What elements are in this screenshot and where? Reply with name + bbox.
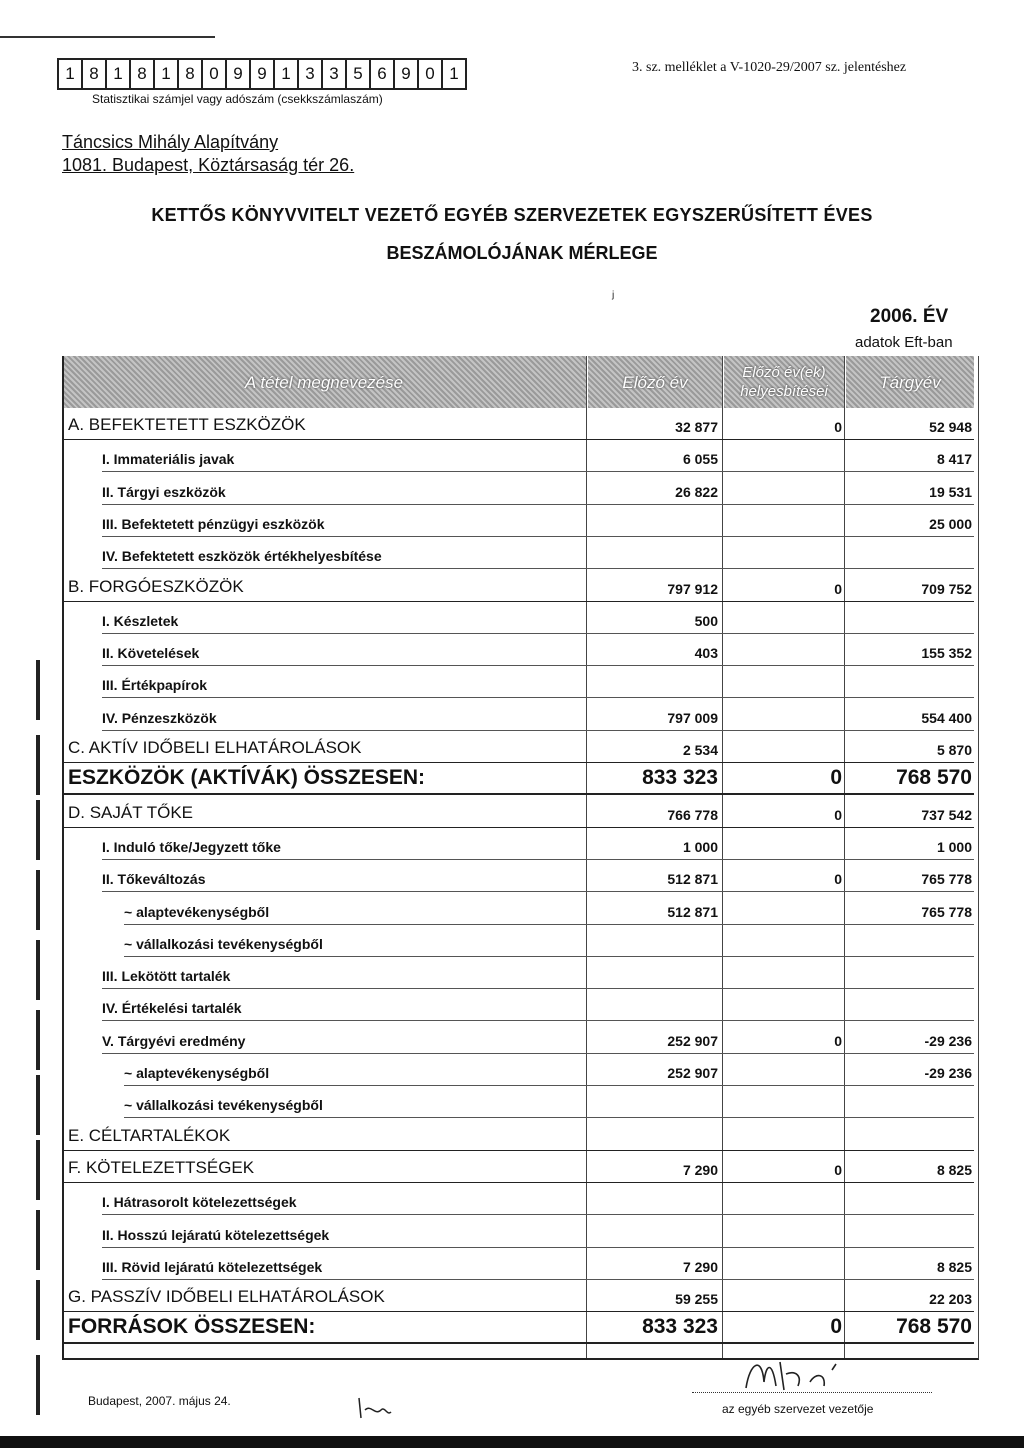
tax-digit-box: 0 [419, 60, 443, 88]
cell-prev: 7 290 [682, 1161, 718, 1178]
binding-mark [36, 735, 40, 795]
binding-mark [36, 940, 40, 1000]
cell-curr: 52 948 [929, 419, 972, 435]
report-year: 2006. ÉV [870, 306, 949, 327]
row-label: ~ vállalkozási tevékenységből [124, 1097, 323, 1114]
binding-mark [36, 1140, 40, 1200]
row-label: E. CÉLTARTALÉKOK [68, 1125, 231, 1145]
column-header-curr: Tárgyév [846, 356, 974, 408]
unit-note: adatok Eft-ban [855, 334, 953, 351]
cell-curr: 765 778 [921, 871, 972, 888]
row-label: II. Tőkeváltozás [102, 871, 206, 888]
tax-digit-box: 9 [251, 60, 275, 88]
tax-digit-box: 0 [203, 60, 227, 88]
cell-corr: 0 [834, 871, 842, 888]
tax-digit-box: 9 [227, 60, 251, 88]
handwritten-signature [740, 1352, 870, 1394]
signatory-caption: az egyéb szervezet vezetője [722, 1402, 874, 1416]
table-row [62, 634, 982, 666]
table-row [62, 1280, 982, 1312]
tax-digit-box: 8 [131, 60, 155, 88]
organization-address: 1081. Budapest, Köztársaság tér 26. [62, 155, 355, 175]
row-label: I. Induló tőke/Jegyzett tőke [102, 838, 281, 855]
organization-name: Táncsics Mihály Alapítvány [62, 132, 279, 152]
table-row [62, 1312, 982, 1344]
row-label: IV. Pénzeszközök [102, 709, 217, 726]
tax-digit-box: 1 [449, 64, 459, 83]
table-row [62, 828, 982, 860]
tax-digit-box: 1 [107, 60, 131, 88]
row-label: I. Készletek [102, 612, 179, 629]
table-row [62, 1183, 982, 1215]
scan-edge [0, 1436, 1024, 1448]
table-row [62, 699, 982, 731]
table-row [62, 1054, 982, 1086]
binding-mark [36, 1280, 40, 1340]
cell-corr: 0 [834, 1032, 842, 1049]
row-label: III. Lekötött tartalék [102, 968, 231, 985]
cell-prev: 7 290 [682, 1258, 718, 1275]
cell-prev: 32 877 [675, 419, 718, 435]
cell-corr: 0 [830, 1315, 842, 1339]
cell-prev: 500 [694, 612, 718, 629]
row-label: D. SAJÁT TŐKE [68, 802, 194, 822]
cell-prev: 512 871 [667, 903, 718, 920]
row-label: IV. Befektetett eszközök értékhelyesbítése [102, 548, 382, 565]
cell-curr: 709 752 [921, 580, 972, 597]
cell-corr: 0 [834, 580, 842, 597]
cell-curr: 768 570 [896, 766, 972, 790]
table-row [62, 1151, 982, 1183]
column-header-corr: Előző év(ek) helyesbítései [724, 356, 844, 408]
table-row [62, 505, 982, 537]
binding-mark [36, 870, 40, 930]
cell-curr: -29 236 [924, 1065, 972, 1081]
row-label: IV. Értékelési tartalék [102, 1000, 242, 1017]
cell-prev: 2 534 [682, 742, 718, 758]
table-row [62, 440, 982, 472]
initials-mark [355, 1392, 395, 1422]
cell-prev: 797 009 [667, 709, 718, 726]
row-label: V. Tárgyévi eredmény [102, 1032, 246, 1049]
cell-prev: 766 778 [667, 806, 718, 823]
cell-curr: 768 570 [896, 1315, 972, 1339]
tax-digit-box: 3 [299, 60, 323, 88]
row-label: B. FORGÓESZKÖZÖK [68, 576, 244, 596]
cell-prev: 252 907 [667, 1065, 718, 1081]
row-label: ~ vállalkozási tevékenységből [124, 935, 323, 952]
table-row [62, 1086, 982, 1118]
table-row [62, 473, 982, 505]
binding-mark [36, 1010, 40, 1070]
cell-prev: 797 912 [667, 580, 718, 597]
row-label: III. Rövid lejáratú kötelezettségek [102, 1258, 323, 1275]
top-rule [0, 36, 215, 38]
table-row [62, 1216, 982, 1248]
row-label: F. KÖTELEZETTSÉGEK [68, 1157, 255, 1177]
row-label: FORRÁSOK ÖSSZESEN: [68, 1315, 316, 1339]
cell-curr: 19 531 [929, 483, 972, 500]
document-title: KETTŐS KÖNYVVITELT VEZETŐ EGYÉB SZERVEZETEK EGYSZERŰSÍTETT ÉVES [151, 205, 873, 225]
cell-corr: 0 [834, 1161, 842, 1178]
cell-corr: 0 [830, 766, 842, 790]
row-rule [62, 1342, 974, 1344]
row-label: I. Immateriális javak [102, 451, 235, 468]
row-label: II. Hosszú lejáratú kötelezettségek [102, 1226, 330, 1243]
row-label: C. AKTÍV IDŐBELI ELHATÁROLÁSOK [68, 738, 362, 757]
cell-curr: 25 000 [929, 515, 972, 532]
tax-digit-box: 1 [275, 60, 299, 88]
table-row [62, 860, 982, 892]
tax-digit-box: 8 [179, 60, 203, 88]
table-row [62, 796, 982, 828]
row-label: G. PASSZÍV IDŐBELI ELHATÁROLÁSOK [68, 1287, 385, 1307]
table-row [62, 893, 982, 925]
table-row [62, 602, 982, 634]
table-row [62, 763, 982, 795]
table-row [62, 1022, 982, 1054]
tax-digit-box: 1 [155, 60, 179, 88]
row-label: II. Követelések [102, 645, 200, 662]
table-row [62, 957, 982, 989]
tax-number-caption: Statisztikai számjel vagy adószám (csekkszámlaszám) [92, 92, 383, 106]
cell-prev: 26 822 [675, 483, 718, 500]
binding-mark [36, 1210, 40, 1270]
tax-digit-box: 1 [59, 60, 83, 88]
table-row [62, 408, 982, 440]
cell-curr: 155 352 [921, 645, 972, 662]
tax-digit-box: 5 [347, 60, 371, 88]
cell-curr: 22 203 [929, 1291, 972, 1308]
cell-curr: 737 542 [921, 806, 972, 823]
place-and-date: Budapest, 2007. május 24. [88, 1394, 231, 1408]
table-row [62, 989, 982, 1021]
tax-number-boxes [57, 58, 467, 90]
row-label: A. BEFEKTETETT ESZKÖZÖK [68, 415, 306, 434]
row-label: ~ alaptevékenységből [124, 1065, 270, 1081]
row-label: ESZKÖZÖK (AKTÍVÁK) ÖSSZESEN: [68, 766, 426, 790]
binding-mark [36, 800, 40, 860]
cell-curr: 8 825 [936, 1161, 972, 1178]
row-label: II. Tárgyi eszközök [102, 483, 226, 500]
cell-curr: 8 417 [936, 451, 972, 468]
table-row [62, 1119, 982, 1151]
document-subtitle: BESZÁMOLÓJÁNAK MÉRLEGE [386, 243, 658, 263]
tax-digit-box: 3 [323, 60, 347, 88]
cell-prev: 512 871 [667, 871, 718, 888]
cell-prev: 833 323 [642, 1315, 718, 1339]
cell-curr: 554 400 [921, 709, 972, 726]
table-row [62, 731, 982, 763]
column-header-item: A tétel megnevezése [62, 356, 586, 408]
row-label: ~ alaptevékenységből [124, 903, 270, 920]
binding-mark [36, 1355, 40, 1415]
tax-digit-box: 8 [83, 60, 107, 88]
table-row [62, 1248, 982, 1280]
table-row [62, 537, 982, 569]
row-label: III. Értékpapírok [102, 677, 208, 694]
annex-note: 3. sz. melléklet a V-1020-29/2007 sz. jelentéshez [632, 60, 907, 75]
stray-mark: ʲ [612, 288, 615, 304]
binding-mark [36, 660, 40, 720]
row-label: III. Befektetett pénzügyi eszközök [102, 515, 325, 532]
cell-curr: -29 236 [924, 1032, 972, 1049]
cell-prev: 252 907 [667, 1032, 718, 1049]
tax-digit-box: 6 [371, 60, 395, 88]
cell-prev: 403 [694, 645, 718, 662]
cell-corr: 0 [834, 419, 842, 435]
tax-digit-box: 9 [395, 60, 419, 88]
cell-curr: 765 778 [921, 903, 972, 920]
table-row [62, 666, 982, 698]
cell-prev: 6 055 [682, 451, 718, 468]
row-label: I. Hátrasorolt kötelezettségek [102, 1194, 297, 1211]
cell-curr: 5 870 [936, 742, 972, 758]
binding-mark [36, 1075, 40, 1135]
cell-prev: 59 255 [675, 1291, 718, 1308]
cell-prev: 833 323 [642, 766, 718, 790]
table-row [62, 925, 982, 957]
cell-curr: 8 825 [936, 1258, 972, 1275]
cell-corr: 0 [834, 806, 842, 823]
cell-prev: 1 000 [682, 838, 718, 855]
column-header-prev: Előző év [588, 356, 722, 408]
table-row [62, 570, 982, 602]
cell-curr: 1 000 [936, 838, 972, 855]
